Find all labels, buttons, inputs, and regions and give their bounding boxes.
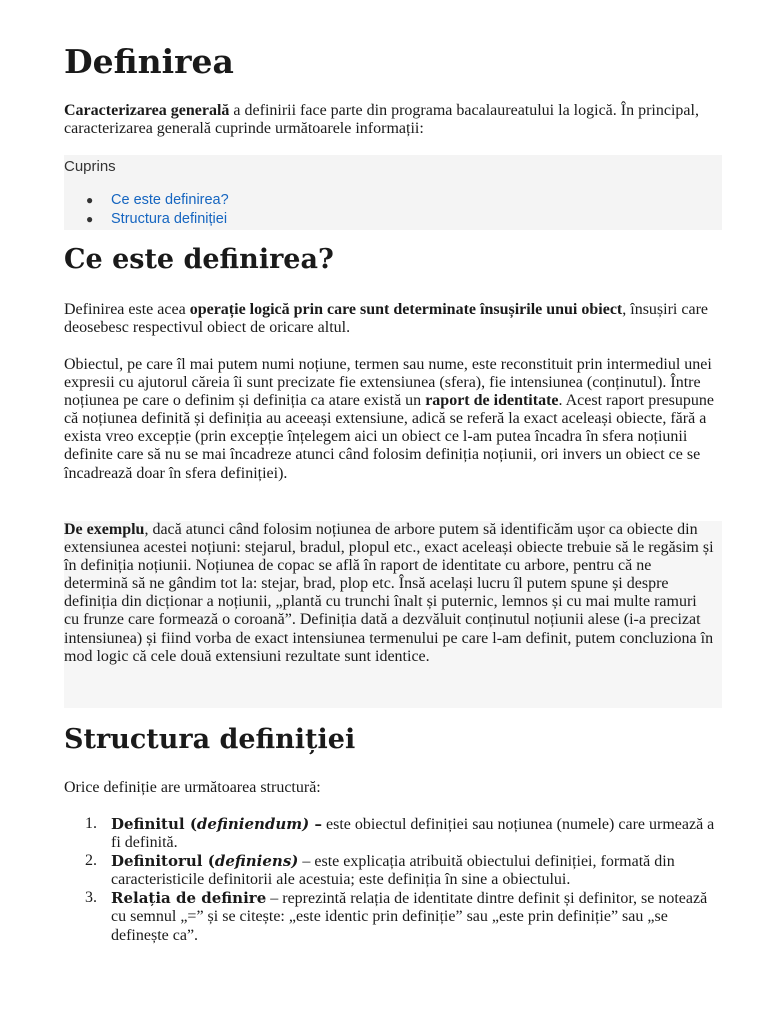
item-term-a: Relația de definire [111, 889, 267, 908]
section-heading-structura-definitiei: Structura definiției [64, 724, 356, 755]
item-description: este obiectul definiției sau noțiunea (numele) care urmează a fi definită. [111, 816, 715, 852]
definition-text-c: , însușiri care deosebesc respectivul obiect de oricare altul. [64, 301, 708, 337]
item-term [111, 815, 322, 833]
intro-text: a definirii face parte din programa bacalaureatului la logică. În principal, caracterizarea generală cuprinde următoarele informații: [64, 102, 699, 138]
toc-link-structura-definitiei[interactable]: Structura definiției [111, 211, 228, 227]
item-term-b: – [309, 815, 323, 833]
object-bold: raport de identitate [425, 392, 559, 410]
item-term-a: Definitorul ( [111, 852, 215, 871]
definition-bold: operație logică prin care sunt determinate însușirile unui obiect [189, 301, 623, 318]
toc-list [86, 191, 229, 229]
definition-paragraph [64, 301, 720, 337]
example-paragraph [64, 521, 714, 666]
structure-list-item [64, 815, 722, 852]
table-of-contents [64, 155, 722, 230]
item-term-latin: definiens) [214, 852, 299, 871]
structure-intro: Orice definiție are următoarea structură: [64, 779, 321, 796]
intro-paragraph [64, 102, 714, 138]
definition-text-a: Definirea este acea [64, 301, 190, 318]
page-title: Definirea [64, 42, 234, 81]
item-term [111, 852, 298, 870]
item-description: – reprezintă relația de identitate dintre definit și definitor, se notează cu semnul „=” și se citește: „este identic prin definiție” sau „este prin definiție” sau „se definește ca”. [111, 890, 708, 944]
item-term [111, 889, 266, 907]
object-text-c: . Acest raport presupune că noțiunea definită și definiția au aceeași extensiune, adică se referă la exact aceleași obiecte, fără a exista vreo excepție (prin excepție înțelegem aici un obiect ce l-am putea încadra în sfera noțiunii definite care să nu se mai încadreze atunci când folosim definiția noțiunii, ori invers un obiect ce se încadrează doar în sfera definiției). [64, 392, 715, 482]
list-number: 3. [85, 889, 97, 907]
toc-link-ce-este-definirea[interactable]: Ce este definirea? [111, 192, 229, 208]
list-number: 1. [85, 815, 97, 832]
example-text: , dacă atunci când folosim noțiunea de arbore putem să identificăm ușor ca obiecte din extensiunea acestei noțiuni: stejarul, bradul, plopul etc., exact aceleași obiecte trebuie să le regăsim și în definiția noțiunii. Noțiunea de copac se află în raport de identitate cu arbore, pentru că ne determină să ne gândim tot la: stejar, brad, plop etc. Însă același lucru îl putem spune și despre definiția din dicționar a noțiunii, „plantă cu trunchi înalt și puternic, lemnos și cu mai multe ramuri cu frunze care formează o coroană”. Definiția dată a dezvăluit conținutul noțiunii alese (i-a precizat intensiunea) și fiind vorba de exact intensiunea termenului pe care l-am definit, putem concluziona în mod logic că cele două extensiuni rezultate sunt identice. [64, 521, 714, 665]
bullet-icon: ● [86, 193, 94, 207]
structure-list [64, 815, 722, 945]
bullet-icon: ● [86, 212, 94, 226]
structure-list-item [64, 889, 722, 944]
item-term-latin: definiendum) [196, 815, 310, 833]
object-paragraph [64, 356, 722, 483]
list-number: 2. [85, 852, 97, 870]
item-term-a: Definitul ( [111, 815, 197, 833]
example-box [64, 521, 722, 708]
structure-list-item [64, 852, 722, 889]
object-text-a: Obiectul, pe care îl mai putem numi noțiune, termen sau nume, este reconstituit prin intermediul unei expresii cu ajutorul căreia îi sunt precizate fie extensiunea (sfera), fie intensiunea (conținutul). Între noțiunea pe care o definim și definiția ca atare există un [64, 356, 712, 410]
toc-item [86, 210, 229, 229]
toc-title: Cuprins [64, 158, 116, 175]
toc-item [86, 191, 229, 210]
intro-bold: Caracterizarea generală [64, 102, 230, 119]
item-description: – este explicația atribuită obiectului definiției, formată din caracteristicile definitorii ale acestuia; este definiția în sine a obiectului. [111, 853, 675, 889]
section-heading-ce-este-definirea: Ce este definirea? [64, 244, 334, 275]
example-bold: De exemplu [64, 521, 145, 538]
